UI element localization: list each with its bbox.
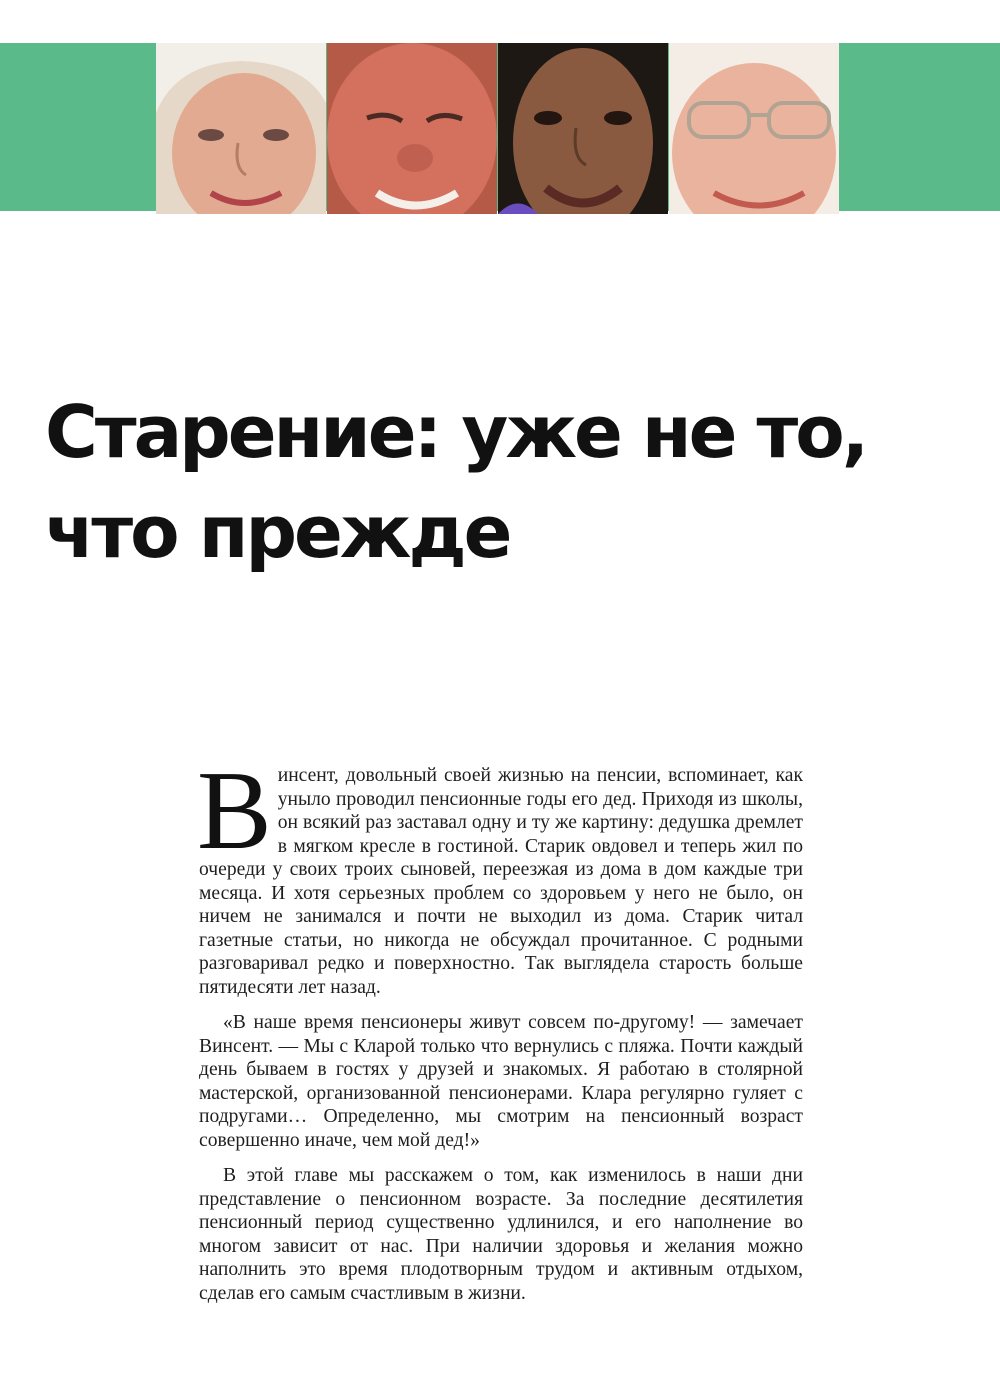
paragraph-2: «В наше время пенсионеры живут совсем по-другому! — замечает Винсент. — Мы с Кларой только что вернулись с пляжа. Почти каждый день бываем в гостях у друзей и знакомых. Я работаю в столярной мастерской, организованной пенсионерами. Клара регулярно гуляет с подругами… Определенно, мы смотрим на пенсионный возраст совершенно иначе, чем мой дед!» [199, 1012, 803, 1151]
photo-elderly-asian-man [327, 43, 497, 214]
paragraph-3: В этой главе мы расскажем о том, как изменилось в наши дни представление о пенсионном возрасте. За последние десятилетия пенсионный период существенно удлинился, и его наполнение во многом зависит от нас. При наличии здоровья и желания можно наполнить это время плодотворным трудом и активным отдыхом, сделав его самым счастливым в жизни. [199, 1165, 803, 1304]
photo-woman [498, 43, 668, 214]
paragraph-1-text: инсент, довольный своей жизнью на пенсии, вспоминает, как уныло проводил пенсионные годы его дед. Приходя из школы, он всякий раз заставал одну и ту же картину: дедушка дремлет в мягком кресле в гостиной. Старик овдовел и теперь жил по очереди у своих троих сыновей, переезжая из дома в дом каждые три месяца. И хотя серьезных проблем со здоровьем у него не было, он ничем не занимался и почти не выходил из дома. Старик читал газетные статьи, но никогда не обсуждал прочитанное. С родными разговаривал редко и поверхностно. Так выглядела старость больше пятидесяти лет назад. [199, 765, 803, 998]
article-body [197, 749, 803, 1317]
photo-elderly-man-glasses [669, 43, 839, 214]
page-title-line-1: Старение: уже не то, [45, 390, 867, 474]
paragraph-1 [197, 749, 803, 999]
page-title [45, 382, 945, 582]
page-title-line-2: что прежде [45, 490, 510, 574]
header-photo-strip [156, 43, 840, 214]
drop-cap: В [197, 749, 272, 873]
photo-elderly-woman [156, 43, 326, 214]
